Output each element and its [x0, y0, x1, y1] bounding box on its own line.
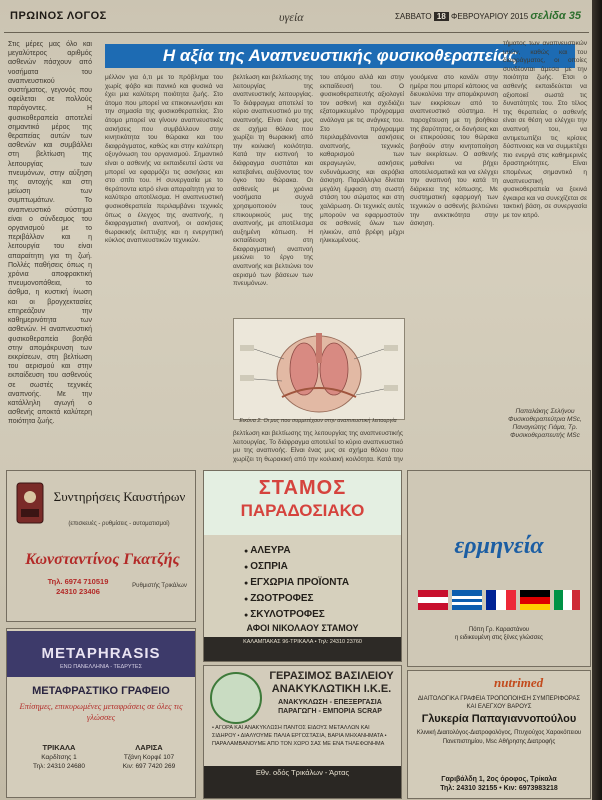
- anatomy-figure: [233, 318, 405, 420]
- ad-boiler-heading: Συντηρήσεις Καυστήρων: [53, 489, 186, 504]
- ad-stamos-address: ΚΑΛΑΜΠΑΚΑΣ 96-ΤΡΙΚΑΛΑ • Τηλ: 24310 23760: [204, 637, 401, 661]
- page-edge-shadow: [592, 0, 602, 800]
- ad-metaphrasis-addr-right: Τζάνη Κορφέ 107: [123, 754, 175, 761]
- ad-metaphrasis-brand-banner: [7, 631, 195, 677]
- ad-ermineia: [407, 470, 591, 667]
- ad-vasileiou-activities: ΑΝΑΚΥΚΛΩΣΗ - ΕΠΕΞΕΡΓΑΣΙΑ ΠΑΡΑΓΩΓΗ - ΕΜΠΟΡΙΑ SCRAP: [278, 699, 382, 715]
- ad-stamos-banner: [204, 471, 401, 535]
- list-item: ● ΕΓΧΩΡΙΑ ΠΡΟΪΟΝΤΑ: [244, 575, 349, 591]
- ad-stamos-products: [244, 543, 349, 623]
- ad-metaphrasis-tel-left: Τηλ: 24310 24680: [33, 763, 85, 770]
- language-flags-icon: [418, 586, 580, 624]
- ad-metaphrasis-addr-left: Καρδίτσης 1: [41, 754, 77, 761]
- ad-dietitian-address: Γαριβάλδη 1, 2ος όροφος, Τρίκαλα: [441, 776, 557, 783]
- respiratory-muscles-illustration: [234, 319, 404, 419]
- page-header: [4, 4, 589, 33]
- ad-metaphrasis-larisa: [107, 743, 191, 771]
- ad-boiler-name: Κωνσταντίνος Γκατζής: [25, 551, 180, 568]
- ad-vasileiou-recycling: [203, 665, 402, 799]
- article-column-3: του ατόμου αλλά και στην εκπαίδευσή του. Ο φυσικοθεραπευτής αξιολογεί τον ασθενή και σχεδιάζει εξατομικευμένο πρόγραμμα ανάλογα με τις ανάγκες του. Στο πρόγραμμα περιλαμβάνονται ασκήσεις αναπνοής, τεχνικές καθαρισμού των αεραγωγών, ασκήσεις ενδυνάμωσης και αερόβια άσκηση. Παράλληλα δίνεται μεγάλη έμφαση στη σωστή στάση του σώματος και στη χαλάρωση. Οι τεχνικές αυτές μπορούν να εφαρμοστούν σε ασθενείς όλων των ηλικιών, από βρέφη μέχρι ηλικιωμένους.: [320, 74, 404, 245]
- ad-metaphrasis-services: Επίσημες, επικυρωμένες μεταφράσεις σε όλες τις γλώσσες: [19, 701, 183, 722]
- ad-dietitian-office: ΔΙΑΙΤΟΛΟΓΙΚΑ ΓΡΑΦΕΙΑ ΤΡΟΠΟΠΟΙΗΣΗ ΣΥΜΠΕΡΙΦΟΡΑΣ ΚΑΙ ΕΛΕΓΧΟΥ ΒΑΡΟΥΣ: [417, 696, 581, 710]
- ad-dietitian-logo: nutrimed: [494, 675, 544, 690]
- ad-metaphrasis-city-right: ΛΑΡΙΣΑ: [135, 743, 163, 752]
- article-column-5: τήματος των αναπνευστικών μυών, καθώς και του διαφράγματος, οι οποίες συνδέονται άμεσα με την ποιότητα ζωής. Έτσι ο ασθενής εκπαιδεύεται να αξιοποιεί σωστά τις δυνατότητές του. Στο τέλος της θεραπείας ο ασθενής είναι σε θέση να ελέγχει την αναπνοή του, να αντιμετωπίζει τις κρίσεις δύσπνοιας και να συμμετέχει πιο ενεργά στις καθημερινές δραστηριότητες. Είναι επομένως σημαντικό η αναπνευστική φυσικοθεραπεία να ξεκινά έγκαιρα και να συνεχίζεται σε τακτική βάση, σε συνεργασία με τον ιατρό.: [503, 40, 587, 219]
- ad-metaphrasis-brand: METAPHRASIS: [41, 645, 161, 662]
- recycling-logo-icon: [210, 672, 262, 724]
- ad-ermineia-logo: ερμηνεία: [454, 533, 544, 559]
- ad-metaphrasis-tel-right: Κιν: 697 7420 269: [122, 763, 176, 770]
- figure-caption: Εικόνα 2. Οι μυς που συμμετέχουν στην αναπνευστική λειτουργία: [239, 418, 397, 424]
- ad-boiler-subheading: (επισκευές - ρυθμίσεις - αυτοματισμοί): [68, 521, 170, 527]
- ad-vasileiou-footer: Εθν. οδός Τρικάλων - Άρτας: [204, 766, 401, 798]
- ad-metaphrasis-tagline: ΕΝΩ ΠΑΝΕΛΛΗΝΙΑ - ΤΕΔΡΥΤΕΣ: [59, 664, 142, 670]
- ad-dietitian-phone: Τηλ: 24310 32155 • Κιν: 6973983218: [440, 785, 558, 792]
- list-item: ● ΖΩΟΤΡΟΦΕΣ: [244, 591, 349, 607]
- ad-metaphrasis-trikala: [15, 743, 103, 771]
- ad-metaphrasis: [6, 628, 196, 798]
- ad-vasileiou-company: ΓΕΡΑΣΙΜΟΣ ΒΑΣΙΛΕΙΟΥ ΑΝΑΚΥΚΛΩΤΙΚΗ Ι.Κ.Ε.: [269, 670, 394, 695]
- list-item: ● ΣΚΥΛΟΤΡΟΦΕΣ: [244, 607, 349, 623]
- page-number: σελίδα 35: [530, 10, 581, 22]
- article-signature: Παπαλάκης Σελήνου Φυσικοθεραπεύτρια MSc, Παναγιώτης Γιάμα, Τρ. Φυσικοθεραπευτής MSc: [508, 408, 582, 439]
- list-item: ● ΑΛΕΥΡΑ: [244, 543, 349, 559]
- ad-metaphrasis-city-left: ΤΡΙΚΑΛΑ: [42, 743, 76, 752]
- ad-stamos-brothers: ΑΦΟΙ ΝΙΚΟΛΑΟΥ ΣΤΑΜΟΥ: [246, 623, 359, 633]
- ad-ermineia-contact-line: η ειδικευμένη στις ξένες γλώσσες: [455, 635, 543, 641]
- issue-date: [395, 10, 581, 22]
- issue-month-year: ΦΕΒΡΟΥΑΡΙΟΥ 2015: [451, 12, 529, 21]
- ad-dietitian-address-block: [408, 775, 590, 793]
- ad-boiler-maintenance: [6, 470, 196, 622]
- ad-metaphrasis-office: ΜΕΤΑΦΡΑΣΤΙΚΟ ΓΡΑΦΕΙΟ: [32, 685, 170, 697]
- ad-boiler-phones: [23, 577, 133, 597]
- ad-ermineia-contact: [408, 626, 590, 642]
- article-intro: Στις μέρες μας όλο και μεγαλύτερος αριθμός ασθενών πάσχουν από νοσήματα του αναπνευστικού συστήματος, γεγονός που οφείλεται σε πολλούς παράγοντες. Η φυσικοθεραπεία αποτελεί σημαντικό μέρος της θεραπείας αυτών των ασθενών και συμβάλλει στη βελτίωση της λειτουργίας των πνευμόνων, στην αύξηση της αντοχής και στη μείωση των συμπτωμάτων. Το αναπνευστικό σύστημα είναι ο σύνδεσμος του οργανισμού με το περιβάλλον και η λειτουργία του είναι απαραίτητη για τη ζωή. Πολλές παθήσεις όπως η χρόνια αποφρακτική πνευμονοπάθεια, το άσθμα, η κυστική ίνωση και οι βρογχεκτασίες επηρεάζουν την καθημερινότητα των ασθενών. Η αναπνευστική φυσικοθεραπεία βοηθά στην απομάκρυνση των εκκρίσεων, στη βελτίωση του αερισμού και στην εκπαίδευση του ασθενούς σε σωστές τεχνικές αναπνοής. Με την κατάλληλη αγωγή ο ασθενής αποκτά καλύτερη ποιότητα ζωής.: [8, 41, 92, 426]
- ad-boiler-phone-2: 24310 23406: [56, 587, 100, 596]
- ad-ermineia-contact-name: Πόπη Γρ. Καραστάνου: [468, 627, 530, 633]
- issue-date-number: 18: [434, 12, 449, 21]
- section-name: υγεία: [279, 10, 304, 24]
- ad-vasileiou-bullets: • ΑΓΟΡΑ ΚΑΙ ΑΝΑΚΥΚΛΩΣΗ ΠΑΝΤΟΣ ΕΙΔΟΥΣ ΜΕΤΑΛΛΩΝ ΚΑΙ ΣΙΔΗΡΟΥ • ΔΙΑΛΥΟΥΜΕ ΠΑΛΙΑ ΕΡΓΟΣΤΑΣΙΑ, ΒΑΡΙΑ ΜΗΧΑΝΗΜΑΤΑ • ΠΑΡΑΛΑΜΒΑΝΟΥΜΕ ΑΠΟ ΤΟΝ ΧΩΡΟ ΣΑΣ ΜΕ ΕΝΑ ΤΗΛΕΦΩΝΗΜΑ: [212, 725, 387, 747]
- issue-day: ΣΑΒΒΑΤΟ: [394, 12, 432, 21]
- ad-dietitian: [407, 670, 591, 799]
- article-column-1: μέλλον για ό,τι με το πρόβλημα του χωρίς φόβο και πανικό και φυσικά να έχει μια καλύτερη ποιότητα ζωής. Στο άτομο που μπορεί να επικοινωνήσει και την σημασία της φυσικοθεραπείας. Στο άτομο μπορεί να γίνουν αναπνευστικές ασκήσεις που συμβάλλουν στην κινητικότητα του θώρακα και του διαφράγματος, καθώς και στην καλύτερη οξυγόνωση του οργανισμού. Σημαντικό είναι ο ασθενής να εκπαιδευτεί ώστε να μπορεί να εφαρμόζει τις ασκήσεις και στο σπίτι του. Η συνεργασία με το θεράποντα ιατρό είναι απαραίτητη για το καλύτερο αποτέλεσμα. Η αναπνευστική φυσικοθεραπεία περιλαμβάνει τεχνικές όπως ο έλεγχος της αναπνοής, η διαφραγματική αναπνοή, οι ασκήσεις θωρακικής έκπτυξης και η ενεργητική κύκλος αναπνευστικών τεχνικών.: [105, 74, 223, 245]
- article-column-4: γουόμενα στο κανάλι στην ημέρα που μπορεί κάποιος να διευκολύνει την απομάκρυνση των εκκρίσεων από το αναπνευστικό σύστημα. Η παροχέτευση με τη βοήθεια της βαρύτητας, οι δονήσεις και οι επικρούσεις του θώρακα βοηθούν στην κινητοποίηση των εκκρίσεων. Ο ασθενής μαθαίνει να βήχει αποτελεσματικά και να ελέγχει την αναπνοή του κατά τη διάρκεια της κόπωσης. Με συστηματική εφαρμογή των τεχνικών ο ασθενής βελτιώνει την ανεκτικότητα στην άσκηση.: [410, 74, 498, 228]
- ad-boiler-phone-1: Τηλ. 6974 710519: [47, 577, 109, 586]
- ad-stamos: [203, 470, 402, 662]
- article-column-2: βελτίωση και βελτίωσης της λειτουργίας της αναπνευστικής λειτουργίας. Το διάφραγμα αποτελεί το κύριο αναπνευστικό μυ της αναπνοής. Είναι ένας μυς σε σχήμα θόλου που χωρίζει τη θωρακική από την κοιλιακή κοιλότητα. Κατά την εισπνοή το διάφραγμα συσπάται και κατεβαίνει, αυξάνοντας τον όγκο του θώρακα. Οι ασθενείς με χρόνια νοσήματα συχνά χρησιμοποιούν τους επικουρικούς μυς της αναπνοής, με αποτέλεσμα αυξημένη κόπωση. Η εκπαίδευση στη διαφραγματική αναπνοή μειώνει το έργο της αναπνοής και βελτιώνει τον αερισμό των βάσεων των πνευμόνων.: [233, 74, 313, 288]
- list-item: ● ΟΣΠΡΙΑ: [244, 559, 349, 575]
- article-title: Η αξία της Αναπνευστικής φυσικοθεραπείας: [105, 44, 575, 68]
- ad-boiler-place: Ρυθμιστής Τρικάλων: [132, 583, 187, 589]
- article-column-2-continued: βελτίωση και βελτίωσης της λειτουργίας της αναπνευστικής λειτουργίας. Το διάφραγμα αποτελεί το κύριο αναπνευστικό μυ της αναπνοής. Είναι ένας μυς σε σχήμα θόλου που χωρίζει τη θωρακική από την κοιλιακή κοιλότητα. Κατά την: [233, 430, 403, 463]
- ad-stamos-line2: ΠΑΡΑΔΟΣΙΑΚΟ: [240, 501, 365, 520]
- ad-dietitian-qualifications: Κλινική Διαιτολόγος-Διατροφολόγος, Πτυχιούχος Χαροκόπειου Πανεπιστημίου, Msc Αθήρησης Διατροφής: [416, 730, 582, 745]
- publication-name: ΠΡΩΙΝΟΣ ΛΟΓΟΣ: [10, 10, 107, 22]
- boiler-icon: [13, 479, 49, 529]
- ad-stamos-line1: ΣΤΑΜΟΣ: [258, 477, 347, 499]
- ad-dietitian-name: Γλυκερία Παπαγιαννοπούλου: [421, 713, 577, 725]
